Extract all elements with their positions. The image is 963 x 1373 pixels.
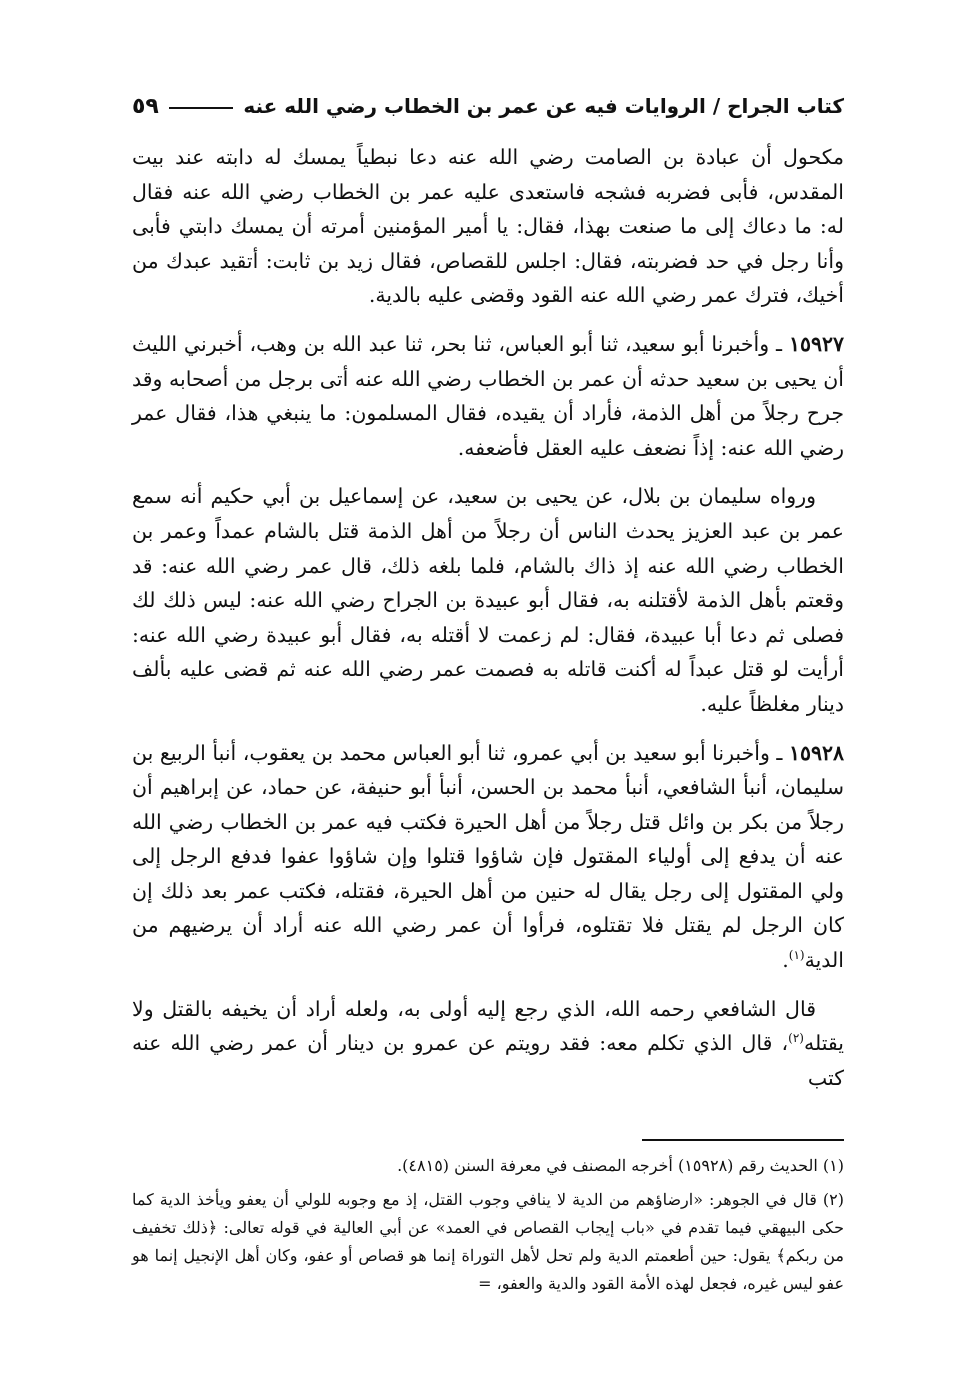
footnote-2 [132,1186,844,1298]
hadith-text: ـ وأخبرنا أبو سعيد، ثنا أبو العباس، ثنا بحر، ثنا عبد الله بن وهب، أخبرني الليث أن يحيى بن سعيد حدثه أن عمر بن الخطاب رضي الله عنه أتى برجل من أصحابه وقد جرح رجلاً من أهل الذمة، فأراد أن يقيده، فقال المسلمون: ما ينبغي هذا، فقال عمر رضي الله عنه: إذاً نضعف عليه العقل فأضعفه. [132,331,844,460]
footnote-mark: (١) [822,1156,844,1175]
hadith-number: ١٥٩٢٧ [788,331,844,356]
hadith-number: ١٥٩٢٨ [788,740,844,765]
paragraph-5-text-b: ، قال الذي تكلم معه: فقد رويتم عن عمرو بن دينار أن عمر رضي الله عنه كتب [132,1031,844,1090]
footnote-1 [132,1152,844,1180]
footnote-text: قال في الجوهر: «ارضاؤهم من الدية لا ينافي وجوب القتل، إذ مع وجوبه للولي أن يعفو ويأخذ الدية كما حكى البيهقي فيما تقدم في «باب إيجاب القصاص في العمد» عن أبي العالية في قوله تعالى: ﴿ذلك تخفيف من ربكم﴾ يقول: حين أطعمتم الدية ولم تحل لأهل التوراة إنما هو قصاص أو عفو، وكان أهل الإنجيل إنما هو عفو ليس غيره، فجعل لهذه الأمة القود والدية والعفو، = [132,1190,844,1293]
sentence-end: . [782,948,789,973]
paragraph-3: ورواه سليمان بن بلال، عن يحيى بن سعيد، عن إسماعيل بن أبي حكيم أنه سمع عمر بن عبد العزيز يحدث الناس أن رجلاً من أهل الذمة قتل بالشام عمداً وعمر بن الخطاب رضي الله عنه إذ ذاك بالشام، فلما بلغه ذلك، قال عمر رضي الله عنه: قد وقعتم بأهل الذمة لأقتلنه به، فقال أبو عبيدة بن الجراح رضي الله عنه: ليس ذلك لك فصلى ثم دعا أبا عبيدة، فقال: لم زعمت لا أقتله به، فقال أبو عبيدة رضي الله عنه: أرأيت لو قتل عبداً له أكنت قاتله به فصمت عمر رضي الله عنه ثم قضى عليه بألف دينار مغلظاً عليه. [132,484,844,716]
footnote-mark: (٢) [822,1190,845,1209]
main-text [132,140,844,1109]
running-header [132,88,844,124]
header-title: كتاب الجراح / الروايات فيه عن عمر بن الخطاب رضي الله عنه [243,94,844,118]
footnotes [132,1152,844,1304]
footnote-separator [642,1139,844,1141]
footnote-ref-2: (٢) [788,1031,804,1046]
paragraph-5-text-a: قال الشافعي رحمه الله، الذي رجع إليه أولى به، ولعله أراد أن يخيفه بالقتل ولا يقتله [132,996,844,1056]
hadith-text: ـ وأخبرنا أبو سعيد بن أبي عمرو، ثنا أبو العباس محمد بن يعقوب، أنبأ الربيع بن سليمان، أنبأ الشافعي، أنبأ محمد بن الحسن، أنبأ أبو حنيفة، عن حماد، عن إبراهيم أن رجلاً من بكر بن وائل قتل رجلاً من أهل الحيرة فكتب فيه عمر بن الخطاب رضي الله عنه أن يدفع إلى أولياء المقتول فإن شاؤوا قتلوا وإن شاؤوا عفوا فدفع الرجل إلى ولي المقتول إلى رجل يقال له حنين من أهل الحيرة، فقتله، فكتب عمر بعد ذلك إن كان الرجل لم يقتل فلا تقتلوه، فرأوا أن عمر رضي الله عنه أراد أن يرضيهم من الدية [132,740,845,973]
paragraph-1: مكحول أن عبادة بن الصامت رضي الله عنه دعا نبطياً يمسك له دابته عند بيت المقدس، فأبى فضربه فشجه فاستعدى عليه عمر بن الخطاب رضي الله عنه فقال له: ما دعاك إلى ما صنعت بهذا، فقال: يا أمير المؤمنين أمرته أن يمسك دابتي فأبى وأنا رجل في حد فضربته، فقال: اجلس للقصاص، فقال زيد بن ثابت: أتقيد عبدك من أخيك، فترك عمر رضي الله عنه القود وقضى عليه بالدية. [132,145,844,308]
footnote-text: الحديث رقم (١٥٩٢٨) أخرجه المصنف في معرفة السنن (٤٨١٥). [397,1156,818,1175]
header-rule [169,107,234,109]
footnote-ref-1: (١) [788,948,805,963]
paragraph-hadith-15928 [132,736,844,978]
paragraph-5 [132,992,844,1096]
paragraph-hadith-15927 [132,327,844,465]
page-number: ٥٩ [132,93,159,119]
